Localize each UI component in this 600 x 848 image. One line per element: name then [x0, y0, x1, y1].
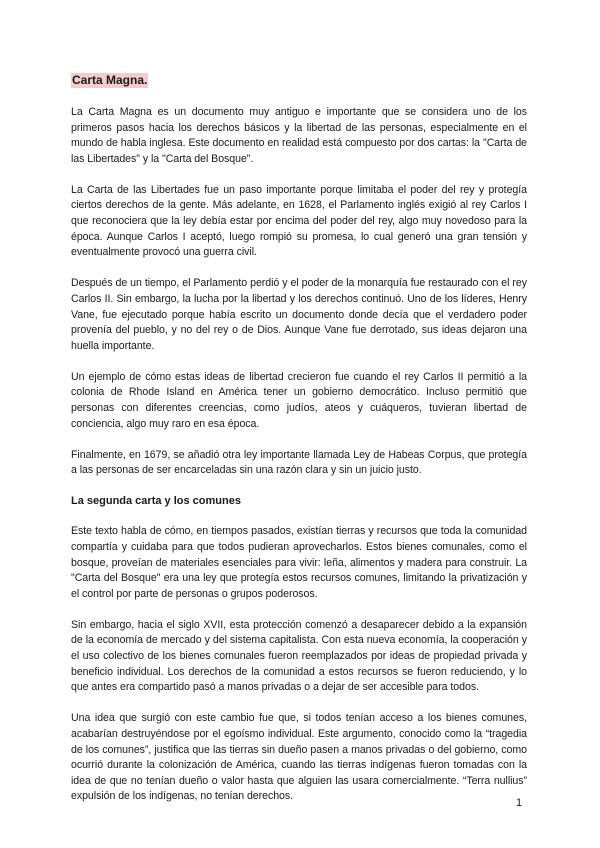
- paragraph: La Carta Magna es un documento muy antiguo e importante que se considera uno de los primeros pasos hacia los derechos básicos y la libertad de las personas, especialmente en el mundo de habla inglesa. Este documento en realidad está compuesto por dos cartas: la "Carta de las Libertades" y la "Carta del Bosque".: [71, 106, 527, 165]
- paragraph: Un ejemplo de cómo estas ideas de libertad crecieron fue cuando el rey Carlos II permitió a la colonia de Rhode Island en América tener un gobierno democrático. Incluso permitió que personas con diferentes creencias, como judíos, ateos y cuáqueros, tuvieran libertad de conciencia, algo muy raro en esa época.: [71, 370, 527, 430]
- paragraph: Una idea que surgió con este cambio fue que, si todos tenían acceso a los bienes comunes, acabarían destruyéndose por el egoísmo individual. Este argumento, conocido como la “tragedia de los comunes”, justifica que las tierras sin dueño pasen a manos privadas o del gobierno, como ocurrió durante la colonización de América, cuando las tierras indígenas fueron tomadas con la idea de que no tenían dueño o valor hasta que alguien las usara comercialmente. “Terra nullius” expulsión de los indígenas, no tenían derechos.: [71, 712, 527, 803]
- paragraph: La Carta de las Libertades fue un paso importante porque limitaba el poder del rey y protegía ciertos derechos de la gente. Más adelante, en 1628, el Parlamento inglés exigió al rey Carlos I que reconociera que la ley debía estar por encima del poder del rey, algo muy novedoso para la época. Aunque Carlos I aceptó, luego rompió su promesa, lo cual generó una gran tensión y eventualmente provocó una guerra civil.: [71, 183, 527, 259]
- document-page: [71, 71, 527, 820]
- section-heading: La segunda carta y los comunes: [71, 495, 241, 508]
- paragraph: Este texto habla de cómo, en tiempos pasados, existían tierras y recursos que toda la comunidad compartía y cuidaba para que todos pudieran aprovecharlos. Estos bienes comunales, como el bosque, proveían de materiales esenciales para vivir: leña, alimentos y madera para construir. La "Carta del Bosque" era una ley que protegía estos recursos comunes, limitando la privatización y el control por parte de personas o grupos poderosos.: [71, 525, 527, 600]
- paragraph: Finalmente, en 1679, se añadió otra ley importante llamada Ley de Habeas Corpus, que protegía a las personas de ser encarceladas sin una razón clara y sin un juicio justo.: [71, 448, 527, 477]
- paragraph: Después de un tiempo, el Parlamento perdió y el poder de la monarquía fue restaurado con el rey Carlos II. Sin embargo, la lucha por la libertad y los derechos continuó. Uno de los líderes, Henry Vane, fue ejecutado porque había escrito un documento donde decía que el verdadero poder provenía del pueblo, y no del rey o de Dios. Aunque Vane fue derrotado, sus ideas dejaron una huella importante.: [71, 277, 527, 352]
- page-number: 1: [516, 797, 523, 809]
- paragraph: Sin embargo, hacia el siglo XVII, esta protección comenzó a desaparecer debido a la expansión de la economía de mercado y del sistema capitalista. Con esta nueva economía, la cooperación y el uso colectivo de los bienes comunales fueron reemplazados por ideas de propiedad privada y beneficio individual. Los derechos de la comunidad a estos recursos se fueron reduciendo, y lo que antes era compartido pasó a manos privadas o a dejar de ser accesible para todos.: [71, 618, 527, 694]
- document-title: Carta Magna.: [72, 73, 148, 87]
